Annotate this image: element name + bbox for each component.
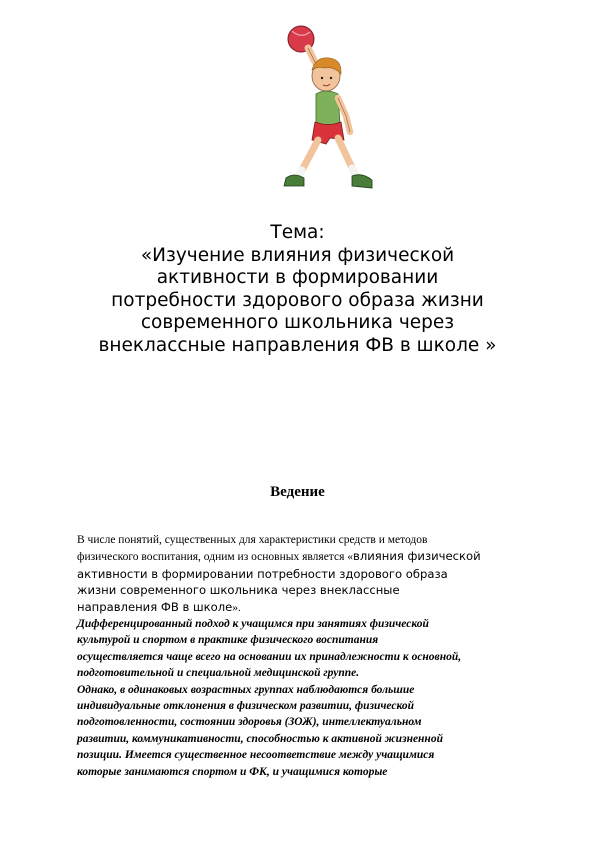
theme-label: Тема:	[270, 222, 325, 243]
paragraph-line	[77, 599, 577, 616]
theme-line: внеклассные направления ФВ в школе »	[98, 334, 497, 356]
paragraph-line	[77, 548, 577, 565]
right-shoe-icon	[352, 175, 372, 188]
text-fragment: направления ФВ в школе	[77, 599, 233, 614]
paragraph-line: подготовительной и специальной медицинской группе.	[77, 667, 360, 680]
section-heading: Ведение	[270, 484, 325, 500]
theme-line: «Изучение влияния физической	[140, 244, 455, 266]
paragraph-line: индивидуальные отклонения в физическом развитии, физической	[77, 700, 415, 713]
paragraph-line: подготовленности, состоянии здоровья (ЗОЖ), интеллектуальном	[77, 716, 422, 729]
theme-line: потребности здорового образа жизни	[111, 289, 484, 311]
paragraph-line: позиции. Имеется существенное несоответствие между учащимися	[77, 749, 435, 762]
child-with-ball-illustration	[268, 16, 378, 196]
paragraph-line: жизни современного школьника через внеклассные	[77, 583, 400, 598]
theme-title-block	[40, 222, 555, 357]
body-text	[77, 532, 577, 780]
theme-line: активности в формировании	[156, 267, 439, 288]
text-fragment: ».	[232, 601, 241, 614]
paragraph-line: активности в формировании потребности здорового образа	[77, 566, 448, 581]
paragraph-line: которые занимаются спортом и ФК, и учащимися которые	[77, 765, 388, 778]
paragraph-line: развитии, коммуникативности, способностью к активной жизненной	[77, 732, 443, 745]
paragraph-line: В числе понятий, существенных для характеристики средств и методов	[77, 534, 428, 546]
paragraph-line: Однако, в одинаковых возрастных группах наблюдаются большие	[77, 683, 415, 696]
text-fragment: влияния физической	[352, 549, 481, 564]
paragraph-line: осуществляется чаще всего на основании их принадлежности к основной,	[77, 650, 462, 663]
text-fragment: физического воспитания, одним из основных является «	[77, 551, 353, 564]
left-shoe-icon	[284, 175, 304, 186]
paragraph-line: культурой и спортом в практике физического воспитания	[77, 634, 379, 647]
paragraph-line: Дифференцированный подход к учащимся при занятиях физической	[77, 618, 429, 631]
theme-line: современного школьника через	[140, 312, 455, 333]
